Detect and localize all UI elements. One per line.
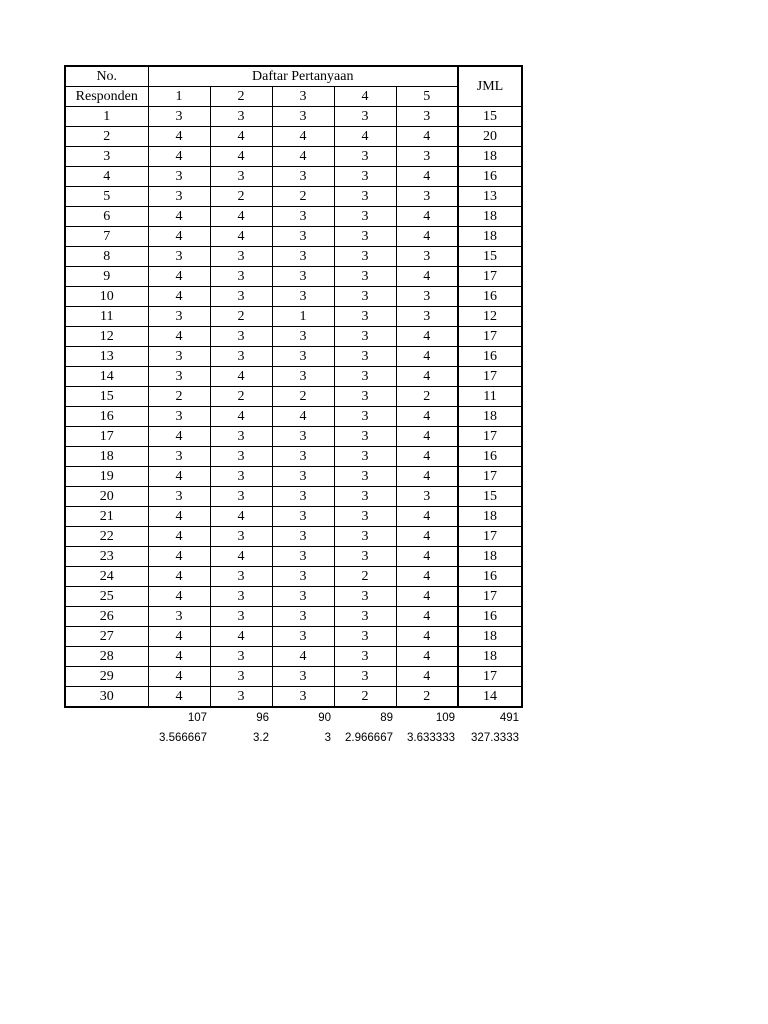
question-header-cell: 4 (334, 87, 396, 107)
table-row (65, 247, 522, 267)
table-row (65, 147, 522, 167)
answer-cell: 3 (272, 207, 334, 227)
average-cell: 3.2 (253, 732, 269, 744)
total-cell: 90 (318, 712, 331, 724)
answer-cell: 3 (272, 347, 334, 367)
average-cell: 3.633333 (407, 732, 455, 744)
answer-cell: 3 (148, 307, 210, 327)
answer-cell: 3 (210, 567, 272, 587)
respondent-number-cell: 6 (65, 207, 148, 227)
answer-cell: 4 (396, 427, 458, 447)
table-row (65, 227, 522, 247)
answer-cell: 3 (334, 627, 396, 647)
row-total-cell: 18 (458, 627, 522, 647)
row-total-cell: 17 (458, 327, 522, 347)
answer-cell: 4 (148, 507, 210, 527)
answer-cell: 3 (210, 687, 272, 708)
respondent-number-cell: 8 (65, 247, 148, 267)
table-row (65, 447, 522, 467)
totals-row (64, 708, 521, 728)
answer-cell: 4 (210, 127, 272, 147)
respondent-number-cell: 15 (65, 387, 148, 407)
row-total-cell: 17 (458, 427, 522, 447)
table-row (65, 467, 522, 487)
answer-cell: 4 (396, 467, 458, 487)
answer-cell: 2 (210, 187, 272, 207)
table-row (65, 287, 522, 307)
table-row (65, 207, 522, 227)
answer-cell: 4 (148, 227, 210, 247)
table-row (65, 387, 522, 407)
answer-cell: 3 (148, 107, 210, 127)
question-group-header: Daftar Pertanyaan (148, 66, 458, 87)
table-row (65, 267, 522, 287)
total-cell: 107 (187, 712, 207, 724)
answer-cell: 4 (148, 627, 210, 647)
respondent-number-cell: 25 (65, 587, 148, 607)
answer-cell: 4 (148, 287, 210, 307)
row-total-cell: 15 (458, 487, 522, 507)
responden-header-cell: Responden (65, 87, 148, 107)
answer-cell: 3 (148, 187, 210, 207)
answer-cell: 2 (334, 567, 396, 587)
answer-cell: 4 (148, 327, 210, 347)
respondent-number-cell: 3 (65, 147, 148, 167)
answer-cell: 4 (210, 147, 272, 167)
answer-cell: 4 (396, 627, 458, 647)
row-total-cell: 18 (458, 507, 522, 527)
answer-cell: 3 (272, 567, 334, 587)
answer-cell: 3 (334, 267, 396, 287)
answer-cell: 3 (334, 167, 396, 187)
answer-cell: 3 (334, 247, 396, 267)
answer-cell: 4 (396, 527, 458, 547)
respondent-number-cell: 2 (65, 127, 148, 147)
answer-cell: 3 (334, 327, 396, 347)
answer-cell: 4 (396, 647, 458, 667)
row-total-cell: 18 (458, 227, 522, 247)
header-row-2 (65, 87, 522, 107)
answer-cell: 4 (148, 667, 210, 687)
table-row (65, 507, 522, 527)
respondent-number-cell: 1 (65, 107, 148, 127)
answer-cell: 3 (396, 187, 458, 207)
answer-cell: 3 (334, 367, 396, 387)
table-row (65, 487, 522, 507)
answer-cell: 3 (334, 187, 396, 207)
row-total-cell: 17 (458, 367, 522, 387)
answer-cell: 3 (272, 447, 334, 467)
respondent-number-cell: 17 (65, 427, 148, 447)
answer-cell: 3 (334, 487, 396, 507)
answer-cell: 3 (210, 107, 272, 127)
answer-cell: 4 (396, 207, 458, 227)
answer-cell: 4 (148, 127, 210, 147)
answer-cell: 3 (148, 167, 210, 187)
answer-cell: 3 (210, 607, 272, 627)
answer-cell: 4 (210, 407, 272, 427)
answer-cell: 3 (210, 667, 272, 687)
answer-cell: 4 (396, 167, 458, 187)
answer-cell: 3 (334, 587, 396, 607)
respondent-number-cell: 9 (65, 267, 148, 287)
empty-cell (64, 708, 147, 728)
row-total-cell: 15 (458, 247, 522, 267)
respondent-number-cell: 13 (65, 347, 148, 367)
answer-cell: 3 (210, 487, 272, 507)
answer-cell: 3 (210, 427, 272, 447)
answer-cell: 3 (272, 367, 334, 387)
respondent-number-cell: 21 (65, 507, 148, 527)
answer-cell: 4 (396, 407, 458, 427)
question-header-cell: 2 (210, 87, 272, 107)
table-row (65, 107, 522, 127)
answer-cell: 3 (334, 647, 396, 667)
answer-cell: 3 (210, 247, 272, 267)
answer-cell: 4 (272, 647, 334, 667)
answer-cell: 3 (272, 607, 334, 627)
answer-cell: 3 (272, 247, 334, 267)
respondent-number-cell: 24 (65, 567, 148, 587)
empty-cell (64, 728, 147, 748)
answer-cell: 3 (272, 427, 334, 447)
respondent-number-cell: 26 (65, 607, 148, 627)
answer-cell: 3 (272, 327, 334, 347)
answer-cell: 4 (272, 407, 334, 427)
row-total-cell: 18 (458, 407, 522, 427)
total-cell: 96 (256, 712, 269, 724)
answer-cell: 4 (396, 567, 458, 587)
answer-cell: 4 (148, 587, 210, 607)
answer-cell: 3 (334, 607, 396, 627)
respondent-number-cell: 27 (65, 627, 148, 647)
answer-cell: 3 (334, 227, 396, 247)
answer-cell: 3 (334, 147, 396, 167)
answer-cell: 4 (396, 127, 458, 147)
row-total-cell: 17 (458, 667, 522, 687)
answer-cell: 3 (210, 467, 272, 487)
answer-cell: 4 (210, 507, 272, 527)
row-total-cell: 17 (458, 587, 522, 607)
table-row (65, 547, 522, 567)
answer-cell: 4 (396, 547, 458, 567)
row-total-cell: 16 (458, 607, 522, 627)
answer-cell: 3 (334, 347, 396, 367)
answer-cell: 3 (334, 547, 396, 567)
answer-cell: 2 (272, 187, 334, 207)
table-row (65, 167, 522, 187)
answer-cell: 3 (272, 227, 334, 247)
answer-cell: 3 (210, 287, 272, 307)
answer-cell: 4 (396, 447, 458, 467)
answer-cell: 3 (272, 667, 334, 687)
answer-cell: 3 (396, 147, 458, 167)
respondent-number-cell: 20 (65, 487, 148, 507)
answer-cell: 4 (148, 527, 210, 547)
answer-cell: 4 (148, 207, 210, 227)
answer-cell: 3 (334, 387, 396, 407)
answer-cell: 3 (396, 487, 458, 507)
table-row (65, 187, 522, 207)
row-total-cell: 17 (458, 467, 522, 487)
answer-cell: 4 (396, 227, 458, 247)
answer-cell: 3 (334, 207, 396, 227)
table-row (65, 647, 522, 667)
row-total-cell: 11 (458, 387, 522, 407)
answer-cell: 3 (272, 587, 334, 607)
table-row (65, 527, 522, 547)
no-header-cell: No. (65, 66, 148, 87)
row-total-cell: 14 (458, 687, 522, 708)
answer-cell: 3 (272, 547, 334, 567)
answer-cell: 3 (210, 167, 272, 187)
table-row (65, 407, 522, 427)
answer-cell: 3 (210, 527, 272, 547)
respondent-number-cell: 11 (65, 307, 148, 327)
row-total-cell: 18 (458, 647, 522, 667)
answer-cell: 4 (210, 547, 272, 567)
total-cell: 89 (380, 712, 393, 724)
answer-cell: 4 (210, 627, 272, 647)
answer-cell: 4 (396, 507, 458, 527)
respondent-number-cell: 4 (65, 167, 148, 187)
answer-cell: 3 (334, 667, 396, 687)
respondent-number-cell: 19 (65, 467, 148, 487)
respondent-number-cell: 28 (65, 647, 148, 667)
answer-cell: 3 (396, 107, 458, 127)
answer-cell: 3 (210, 267, 272, 287)
answer-cell: 4 (210, 207, 272, 227)
questionnaire-table (64, 65, 523, 708)
answer-cell: 3 (148, 607, 210, 627)
answer-cell: 3 (334, 407, 396, 427)
answer-cell: 3 (334, 507, 396, 527)
answer-cell: 4 (396, 667, 458, 687)
respondent-number-cell: 22 (65, 527, 148, 547)
answer-cell: 4 (396, 607, 458, 627)
row-total-cell: 18 (458, 207, 522, 227)
answer-cell: 4 (396, 347, 458, 367)
answer-cell: 4 (396, 327, 458, 347)
answer-cell: 4 (272, 147, 334, 167)
answer-cell: 3 (272, 627, 334, 647)
answer-cell: 2 (210, 307, 272, 327)
answer-cell: 3 (272, 527, 334, 547)
answer-cell: 3 (396, 287, 458, 307)
answer-cell: 4 (210, 227, 272, 247)
summary-table (64, 708, 521, 748)
answer-cell: 3 (334, 307, 396, 327)
question-header-cell: 5 (396, 87, 458, 107)
answer-cell: 3 (396, 307, 458, 327)
respondent-number-cell: 23 (65, 547, 148, 567)
answer-cell: 2 (148, 387, 210, 407)
answer-cell: 4 (148, 647, 210, 667)
answer-cell: 3 (334, 467, 396, 487)
table-row (65, 607, 522, 627)
answer-cell: 2 (396, 687, 458, 708)
table-row (65, 327, 522, 347)
row-total-cell: 16 (458, 567, 522, 587)
table-row (65, 127, 522, 147)
averages-row (64, 728, 521, 748)
answer-cell: 2 (272, 387, 334, 407)
respondent-number-cell: 7 (65, 227, 148, 247)
question-header-cell: 3 (272, 87, 334, 107)
answer-cell: 3 (148, 247, 210, 267)
answer-cell: 3 (334, 427, 396, 447)
respondent-number-cell: 16 (65, 407, 148, 427)
answer-cell: 3 (272, 287, 334, 307)
answer-cell: 3 (396, 247, 458, 267)
row-total-cell: 13 (458, 187, 522, 207)
table-row (65, 627, 522, 647)
row-total-cell: 16 (458, 347, 522, 367)
answer-cell: 3 (334, 527, 396, 547)
row-total-cell: 20 (458, 127, 522, 147)
answer-cell: 3 (334, 107, 396, 127)
answer-cell: 4 (334, 127, 396, 147)
respondent-number-cell: 30 (65, 687, 148, 708)
table-row (65, 347, 522, 367)
table-row (65, 687, 522, 708)
answer-cell: 4 (148, 267, 210, 287)
jml-header-cell: JML (458, 66, 522, 107)
table-row (65, 367, 522, 387)
answer-cell: 4 (148, 547, 210, 567)
table-row (65, 667, 522, 687)
table-body (65, 66, 522, 707)
row-total-cell: 16 (458, 447, 522, 467)
header-row-1 (65, 66, 522, 87)
answer-cell: 2 (396, 387, 458, 407)
answer-cell: 3 (272, 267, 334, 287)
total-jml-cell: 491 (499, 712, 519, 724)
answer-cell: 3 (272, 687, 334, 708)
respondent-number-cell: 18 (65, 447, 148, 467)
answer-cell: 3 (272, 487, 334, 507)
answer-cell: 3 (148, 347, 210, 367)
answer-cell: 3 (272, 167, 334, 187)
respondent-number-cell: 29 (65, 667, 148, 687)
respondent-number-cell: 5 (65, 187, 148, 207)
answer-cell: 3 (210, 327, 272, 347)
average-cell: 3 (324, 732, 331, 744)
row-total-cell: 17 (458, 527, 522, 547)
respondent-number-cell: 14 (65, 367, 148, 387)
answer-cell: 4 (272, 127, 334, 147)
answer-cell: 1 (272, 307, 334, 327)
row-total-cell: 12 (458, 307, 522, 327)
answer-cell: 3 (334, 447, 396, 467)
row-total-cell: 17 (458, 267, 522, 287)
answer-cell: 4 (148, 467, 210, 487)
spreadsheet (64, 65, 523, 748)
answer-cell: 3 (272, 507, 334, 527)
table-row (65, 307, 522, 327)
answer-cell: 4 (396, 367, 458, 387)
answer-cell: 3 (210, 447, 272, 467)
answer-cell: 3 (148, 407, 210, 427)
answer-cell: 3 (272, 467, 334, 487)
answer-cell: 4 (148, 567, 210, 587)
row-total-cell: 18 (458, 147, 522, 167)
answer-cell: 4 (396, 587, 458, 607)
answer-cell: 3 (148, 487, 210, 507)
table-row (65, 427, 522, 447)
answer-cell: 3 (334, 287, 396, 307)
answer-cell: 3 (210, 647, 272, 667)
answer-cell: 3 (210, 587, 272, 607)
answer-cell: 4 (396, 267, 458, 287)
answer-cell: 3 (148, 367, 210, 387)
answer-cell: 2 (210, 387, 272, 407)
average-cell: 2.966667 (345, 732, 393, 744)
row-total-cell: 15 (458, 107, 522, 127)
row-total-cell: 16 (458, 287, 522, 307)
answer-cell: 4 (148, 147, 210, 167)
total-cell: 109 (435, 712, 455, 724)
table-row (65, 567, 522, 587)
question-header-cell: 1 (148, 87, 210, 107)
respondent-number-cell: 12 (65, 327, 148, 347)
row-total-cell: 18 (458, 547, 522, 567)
respondent-number-cell: 10 (65, 287, 148, 307)
row-total-cell: 16 (458, 167, 522, 187)
answer-cell: 3 (272, 107, 334, 127)
average-jml-cell: 327.3333 (471, 732, 519, 744)
table-row (65, 587, 522, 607)
answer-cell: 3 (210, 347, 272, 367)
answer-cell: 3 (148, 447, 210, 467)
answer-cell: 4 (148, 687, 210, 708)
answer-cell: 4 (210, 367, 272, 387)
answer-cell: 2 (334, 687, 396, 708)
average-cell: 3.566667 (159, 732, 207, 744)
answer-cell: 4 (148, 427, 210, 447)
